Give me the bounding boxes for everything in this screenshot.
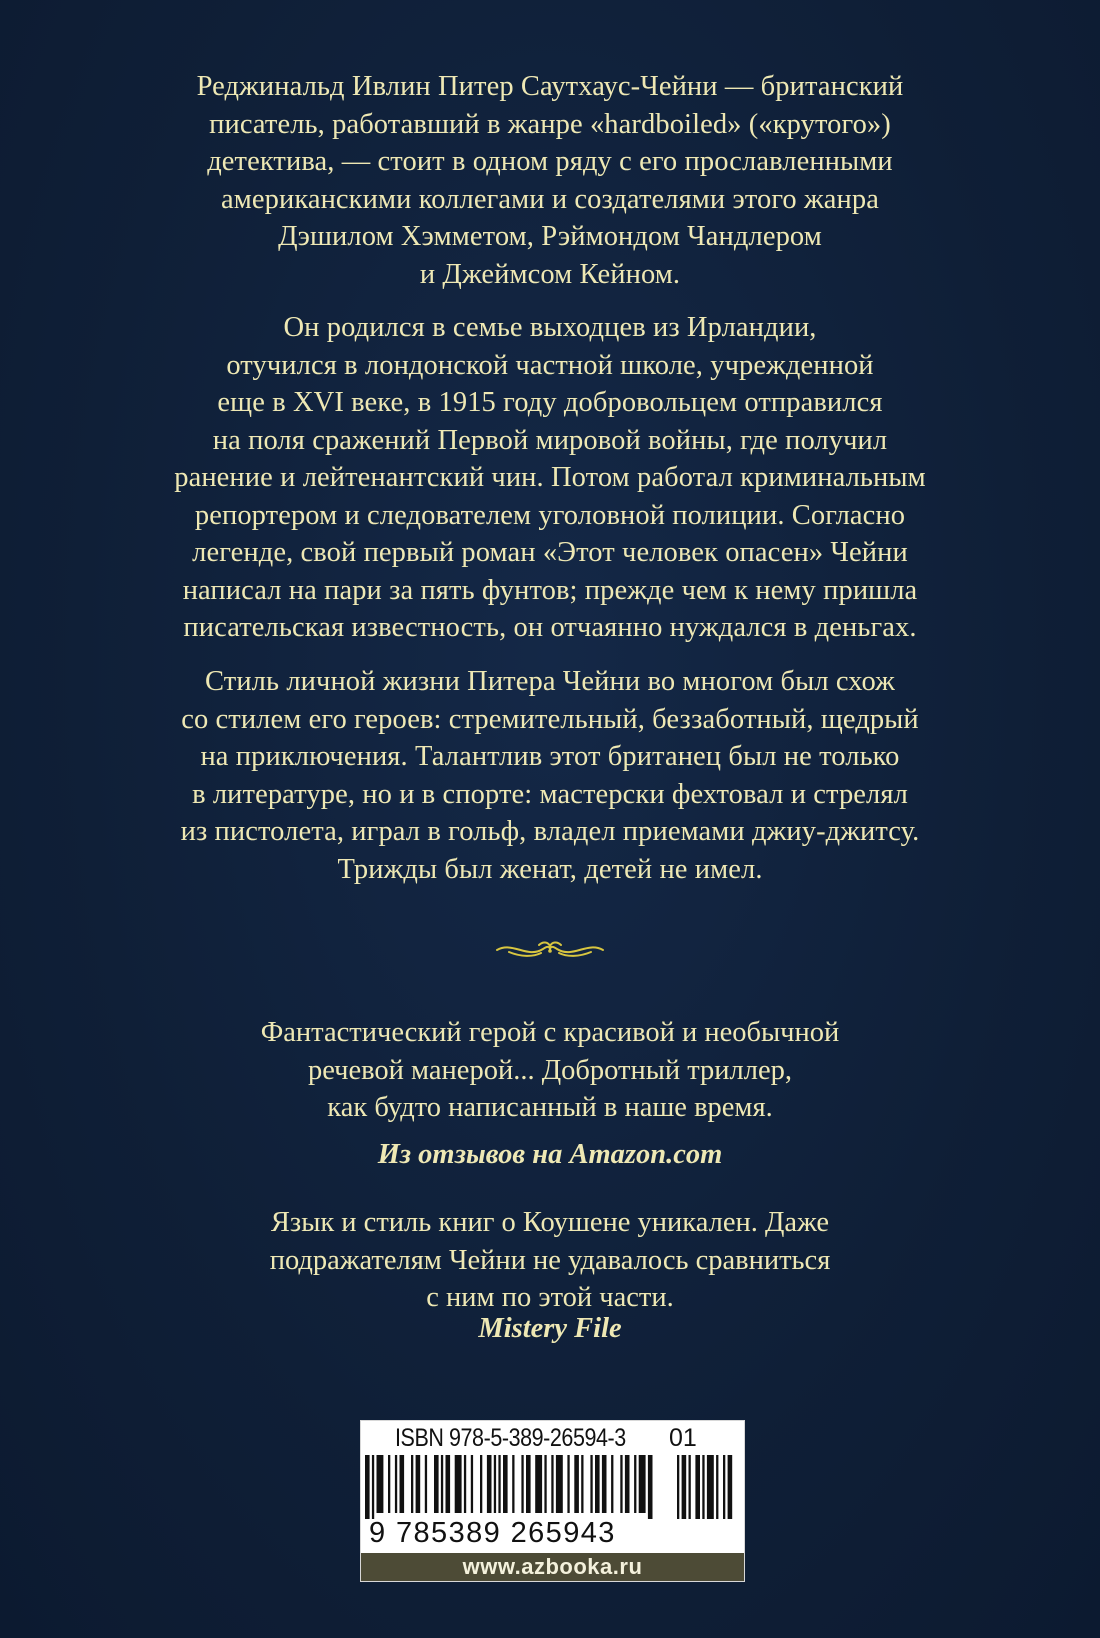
text-line: детектива, — стоит в одном ряду с его прославленными [207, 146, 893, 177]
text-line: как будто написанный в наше время. [327, 1092, 773, 1123]
text-line: американскими коллегами и создателями этого жанра [220, 183, 880, 215]
text-line: из пистолета, играл в гольф, владел приемами джиу-джитсу. [180, 816, 920, 847]
text-line: писательская известность, он отчаянно нуждался в деньгах. [183, 612, 917, 643]
review-source-2: Mistery File [478, 1313, 622, 1344]
text-line: Реджинальд Ивлин Питер Саутхаус-Чейни — британский [196, 71, 904, 102]
text-line: писатель, работавший в жанре «hardboiled» («крутого») [209, 108, 891, 140]
text-line: ранение и лейтенантский чин. Потом работал криминальным [174, 462, 926, 493]
text-line: Язык и стиль книг о Коушене уникален. Даже [270, 1207, 830, 1238]
text-line: на приключения. Талантлив этот британец был не только [200, 741, 900, 772]
text-line: подражателям Чейни не удавалось сравниться [269, 1244, 831, 1276]
text-line: Фантастический герой с красивой и необычной [260, 1017, 840, 1048]
isbn-barcode-block [360, 1420, 745, 1582]
text-line: написал на пари за пять фунтов; прежде чем к нему пришла [182, 574, 918, 606]
barcode-bars-icon [365, 1455, 741, 1519]
barcode-addon-number: 01 [669, 1424, 697, 1452]
text-line: еще в XVI веке, в 1915 году добровольцем отправился [217, 387, 883, 418]
review-quote-2 [100, 1204, 1000, 1317]
text-line: на поля сражений Первой мировой войны, где получил [212, 424, 888, 456]
isbn-label: ISBN 978-5-389-26594-3 [395, 1424, 626, 1452]
review-source-1: Из отзывов на Amazon.com [377, 1139, 723, 1170]
text-line: в литературе, но и в спорте: мастерски фехтовал и стрелял [192, 778, 908, 810]
barcode-digits: 9 785389 265943 [369, 1517, 616, 1549]
text-line: легенде, свой первый роман «Этот человек опасен» Чейни [192, 537, 908, 568]
text-line: отучился в лондонской частной школе, учрежденной [226, 349, 874, 381]
flourish-ornament-icon [495, 937, 605, 963]
text-line: Трижды был женат, детей не имел. [337, 853, 763, 885]
author-bio-paragraph-3 [100, 663, 1000, 888]
text-line: и Джеймсом Кейном. [419, 258, 681, 290]
text-line: Он родился в семье выходцев из Ирландии, [283, 312, 817, 343]
text-line: с ним по этой части. [426, 1282, 674, 1313]
publisher-website: www.azbooka.ru [361, 1553, 744, 1581]
author-bio-paragraph-2 [100, 309, 1000, 647]
text-line: Стиль личной жизни Питера Чейни во многом был схож [205, 666, 895, 697]
text-line: репортером и следователем уголовной полиции. Согласно [194, 499, 906, 531]
author-bio-paragraph-1 [100, 68, 1000, 293]
text-line: речевой манерой... Добротный триллер, [307, 1054, 793, 1086]
review-quote-1 [100, 1014, 1000, 1127]
text-line: Дэшилом Хэмметом, Рэймондом Чандлером [278, 221, 822, 252]
text-line: со стилем его героев: стремительный, беззаботный, щедрый [181, 703, 919, 735]
